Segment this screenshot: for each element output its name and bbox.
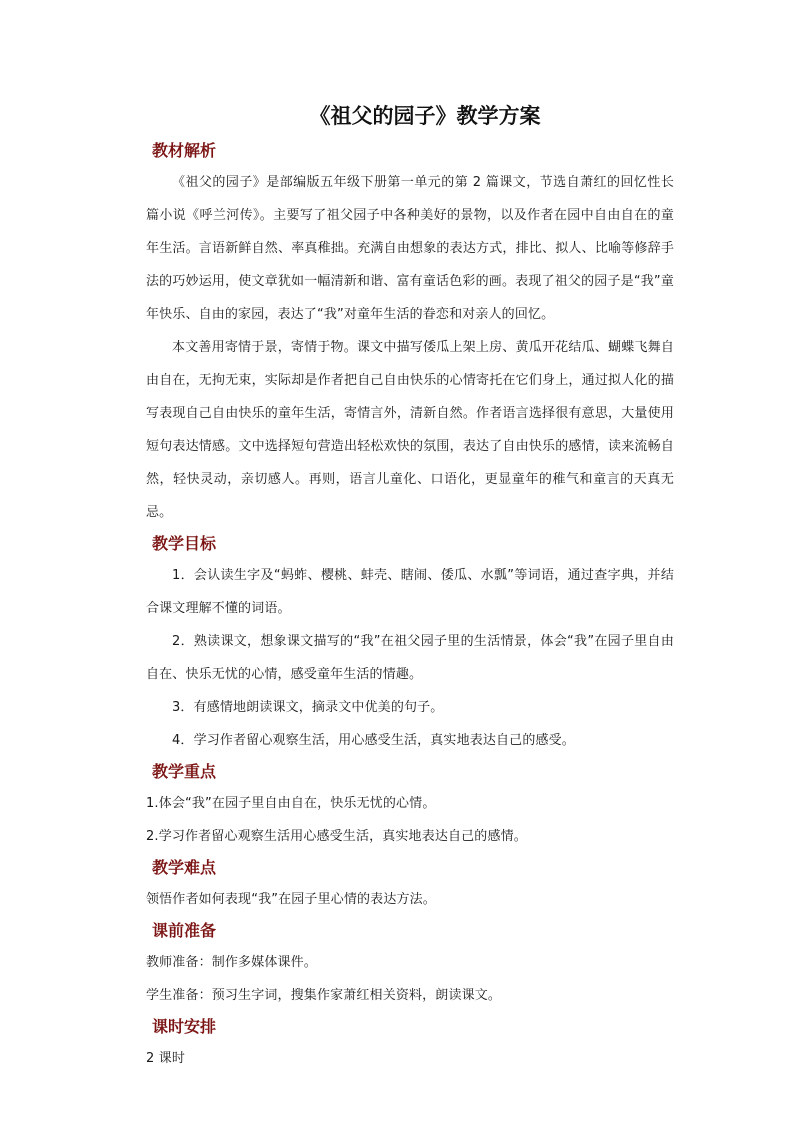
analysis-paragraph-1: 《祖父的园子》是部编版五年级下册第一单元的第 2 篇课文，节选自萧红的回忆性长篇小说《呼兰河传》。主要写了祖父园子中各种美好的景物，以及作者在园中自由自在的童年生活。言语新鲜自然、率真稚拙。充满自由想象的表达方式，排比、拟人、比喻等修辞手法的巧妙运用，使文章犹如一幅清新和谐、富有童话色彩的画。表现了祖父的园子是“我”童年快乐、自由的家园，表达了“我”对童年生活的眷恋和对亲人的回忆。 [146,175,674,322]
section-heading-key-points: 教学重点 [152,762,217,781]
goal-item-1: 1．会认读生字及“蚂蚱、樱桃、蚌壳、瞎闹、倭瓜、水瓢”等词语，通过查字典，并结合课文理解不懂的词语。 [146,568,674,616]
student-preparation: 学生准备：预习生字词，搜集作家萧红相关资料，朗读课文。 [146,988,502,1003]
document-title: 《祖父的园子》教学方案 [309,103,541,128]
section-heading-preparation: 课前准备 [152,921,217,940]
key-point-2: 2.学习作者留心观察生活用心感受生活，真实地表达自己的感情。 [146,829,527,844]
section-heading-textbook-analysis: 教材解析 [152,141,217,160]
goal-item-3: 3．有感情地朗读课文，摘录文中优美的句子。 [172,700,444,715]
analysis-paragraph-2: 本文善用寄情于景，寄情于物。课文中描写倭瓜上架上房、黄瓜开花结瓜、蝴蝶飞舞自由自在，无拘无束，实际却是作者把自己自由快乐的心情寄托在它们身上，通过拟人化的描写表现自己自由快乐的童年生活，寄情言外，清新自然。作者语言选择很有意思，大量使用短句表达情感。文中选择短句营造出轻松欢快的氛围，表达了自由快乐的感情，读来流畅自然，轻快灵动，亲切感人。再则，语言儿童化、口语化，更显童年的稚气和童言的天真无忌。 [146,340,674,520]
goal-item-2: 2．熟读课文，想象课文描写的“我”在祖父园子里的生活情景，体会“我”在园子里自由自在、快乐无忧的心情，感受童年生活的情趣。 [146,634,674,682]
section-heading-teaching-goals: 教学目标 [152,534,217,553]
difficulty-1: 领悟作者如何表现“我”在园子里心情的表达方法。 [146,892,436,907]
key-point-1: 1.体会“我”在园子里自由自在，快乐无忧的心情。 [146,796,436,811]
teacher-preparation: 教师准备：制作多媒体课件。 [146,955,317,970]
goal-item-4: 4．学习作者留心观察生活，用心感受生活，真实地表达自己的感受。 [172,733,575,748]
document-page [146,100,674,1075]
class-hours: 2 课时 [146,1051,186,1066]
section-heading-schedule: 课时安排 [152,1017,217,1036]
section-heading-difficulties: 教学难点 [152,858,217,877]
